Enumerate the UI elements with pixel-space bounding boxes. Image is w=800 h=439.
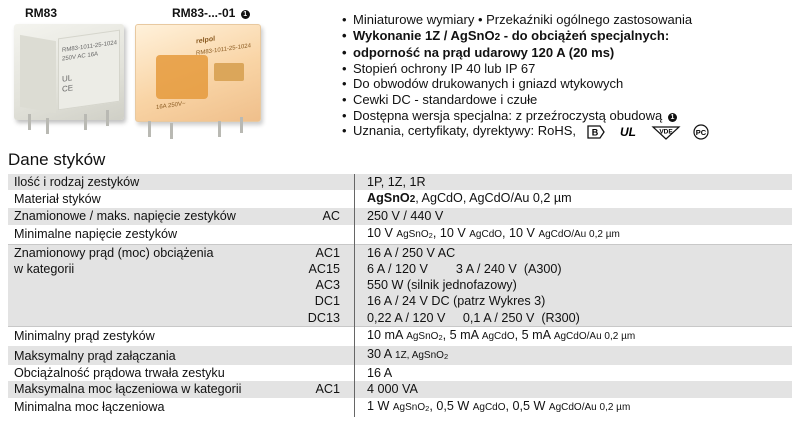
b-mark-icon	[584, 124, 606, 140]
product-label-rm83: RM83	[25, 6, 58, 20]
ul-recognized-icon	[613, 124, 643, 140]
product-label-rm83-01	[172, 6, 250, 20]
svg-text:B: B	[591, 127, 598, 138]
relay1-print-1: RM83-1011-25-1024	[62, 40, 117, 54]
svg-text:VDE: VDE	[659, 128, 673, 136]
table-row: AC3 550 W (silnik jednofazowy)	[8, 277, 792, 293]
table-row: Minimalne napięcie zestyków 10 V AgSnO2, 10 V AgCdO, 10 V AgCdO/Au 0,2 µm	[8, 225, 792, 245]
relay2-print-2: 16A 250V~	[156, 100, 186, 112]
feature-item: • Dostępna wersja specjalna: z przeźroczystą obudową 1	[342, 108, 800, 124]
info-icon: 1	[668, 113, 677, 122]
feature-item: • Cewki DC - standardowe i czułe	[342, 92, 800, 108]
feature-item: • Stopień ochrony IP 40 lub IP 67	[342, 61, 800, 77]
relay-rm83-01-image	[135, 24, 261, 122]
product-label-rm83-01-text: RM83-...-01	[172, 6, 236, 20]
feature-item-certs: • Uznania, certyfikaty, dyrektywy: RoHS, B UL VDE PC	[342, 123, 800, 140]
table-row: Znamionowe / maks. napięcie zestyków AC 250 V / 440 V	[8, 208, 792, 224]
relay1-print-ce: CE	[62, 83, 74, 94]
info-icon: 1	[241, 10, 250, 19]
relay2-print-1: RM83-1011-25-1024	[196, 43, 251, 57]
feature-item-bold: • Wykonanie 1Z / AgSnO2 - do obciążeń specjalnych:	[342, 28, 800, 46]
feature-item-continuation: • odporność na prąd udarowy 120 A (20 ms)	[342, 45, 800, 61]
table-row: Materiał styków AgSnO2, AgCdO, AgCdO/Au 0,2 µm	[8, 190, 792, 208]
table-row: DC1 16 A / 24 V DC (patrz Wykres 3)	[8, 293, 792, 309]
relay2-print-brand: relpol	[196, 35, 216, 46]
vde-icon	[651, 124, 681, 140]
feature-list	[342, 12, 800, 140]
table-row: Maksymalny prąd załączania 30 A 1Z, AgSnO2	[8, 346, 792, 365]
svg-text:PC: PC	[695, 127, 706, 137]
relay1-print-2: 250V AC 16A	[62, 51, 99, 63]
relay-rm83-image	[14, 24, 124, 120]
relay1-print-ul: UL	[62, 73, 73, 84]
table-row: w kategorii AC15 6 A / 120 V 3 A / 240 V (A300)	[8, 261, 792, 277]
section-title: Dane styków	[8, 150, 106, 169]
contact-data-table	[8, 174, 792, 417]
feature-item: • Do obwodów drukowanych i gniazd wtykowych	[342, 76, 800, 92]
table-row: Obciążalność prądowa trwała zestyku 16 A	[8, 365, 792, 381]
svg-text:UL: UL	[620, 124, 637, 139]
table-row: Ilość i rodzaj zestyków 1P, 1Z, 1R	[8, 174, 792, 190]
table-row: Maksymalna moc łączeniowa w kategorii AC1 4 000 VA	[8, 381, 792, 397]
table-row: Minimalny prąd zestyków 10 mA AgSnO2, 5 mA AgCdO, 5 mA AgCdO/Au 0,2 µm	[8, 326, 792, 346]
pc-mark-icon	[689, 124, 713, 140]
table-row: DC13 0,22 A / 120 V 0,1 A / 250 V (R300)	[8, 310, 792, 327]
table-row: Minimalna moc łączeniowa 1 W AgSnO2, 0,5 W AgCdO, 0,5 W AgCdO/Au 0,2 µm	[8, 398, 792, 417]
table-row: Znamionowy prąd (moc) obciążenia AC1 16 A / 250 V AC	[8, 244, 792, 261]
feature-item: • Miniaturowe wymiary • Przekaźniki ogólnego zastosowania	[342, 12, 800, 28]
